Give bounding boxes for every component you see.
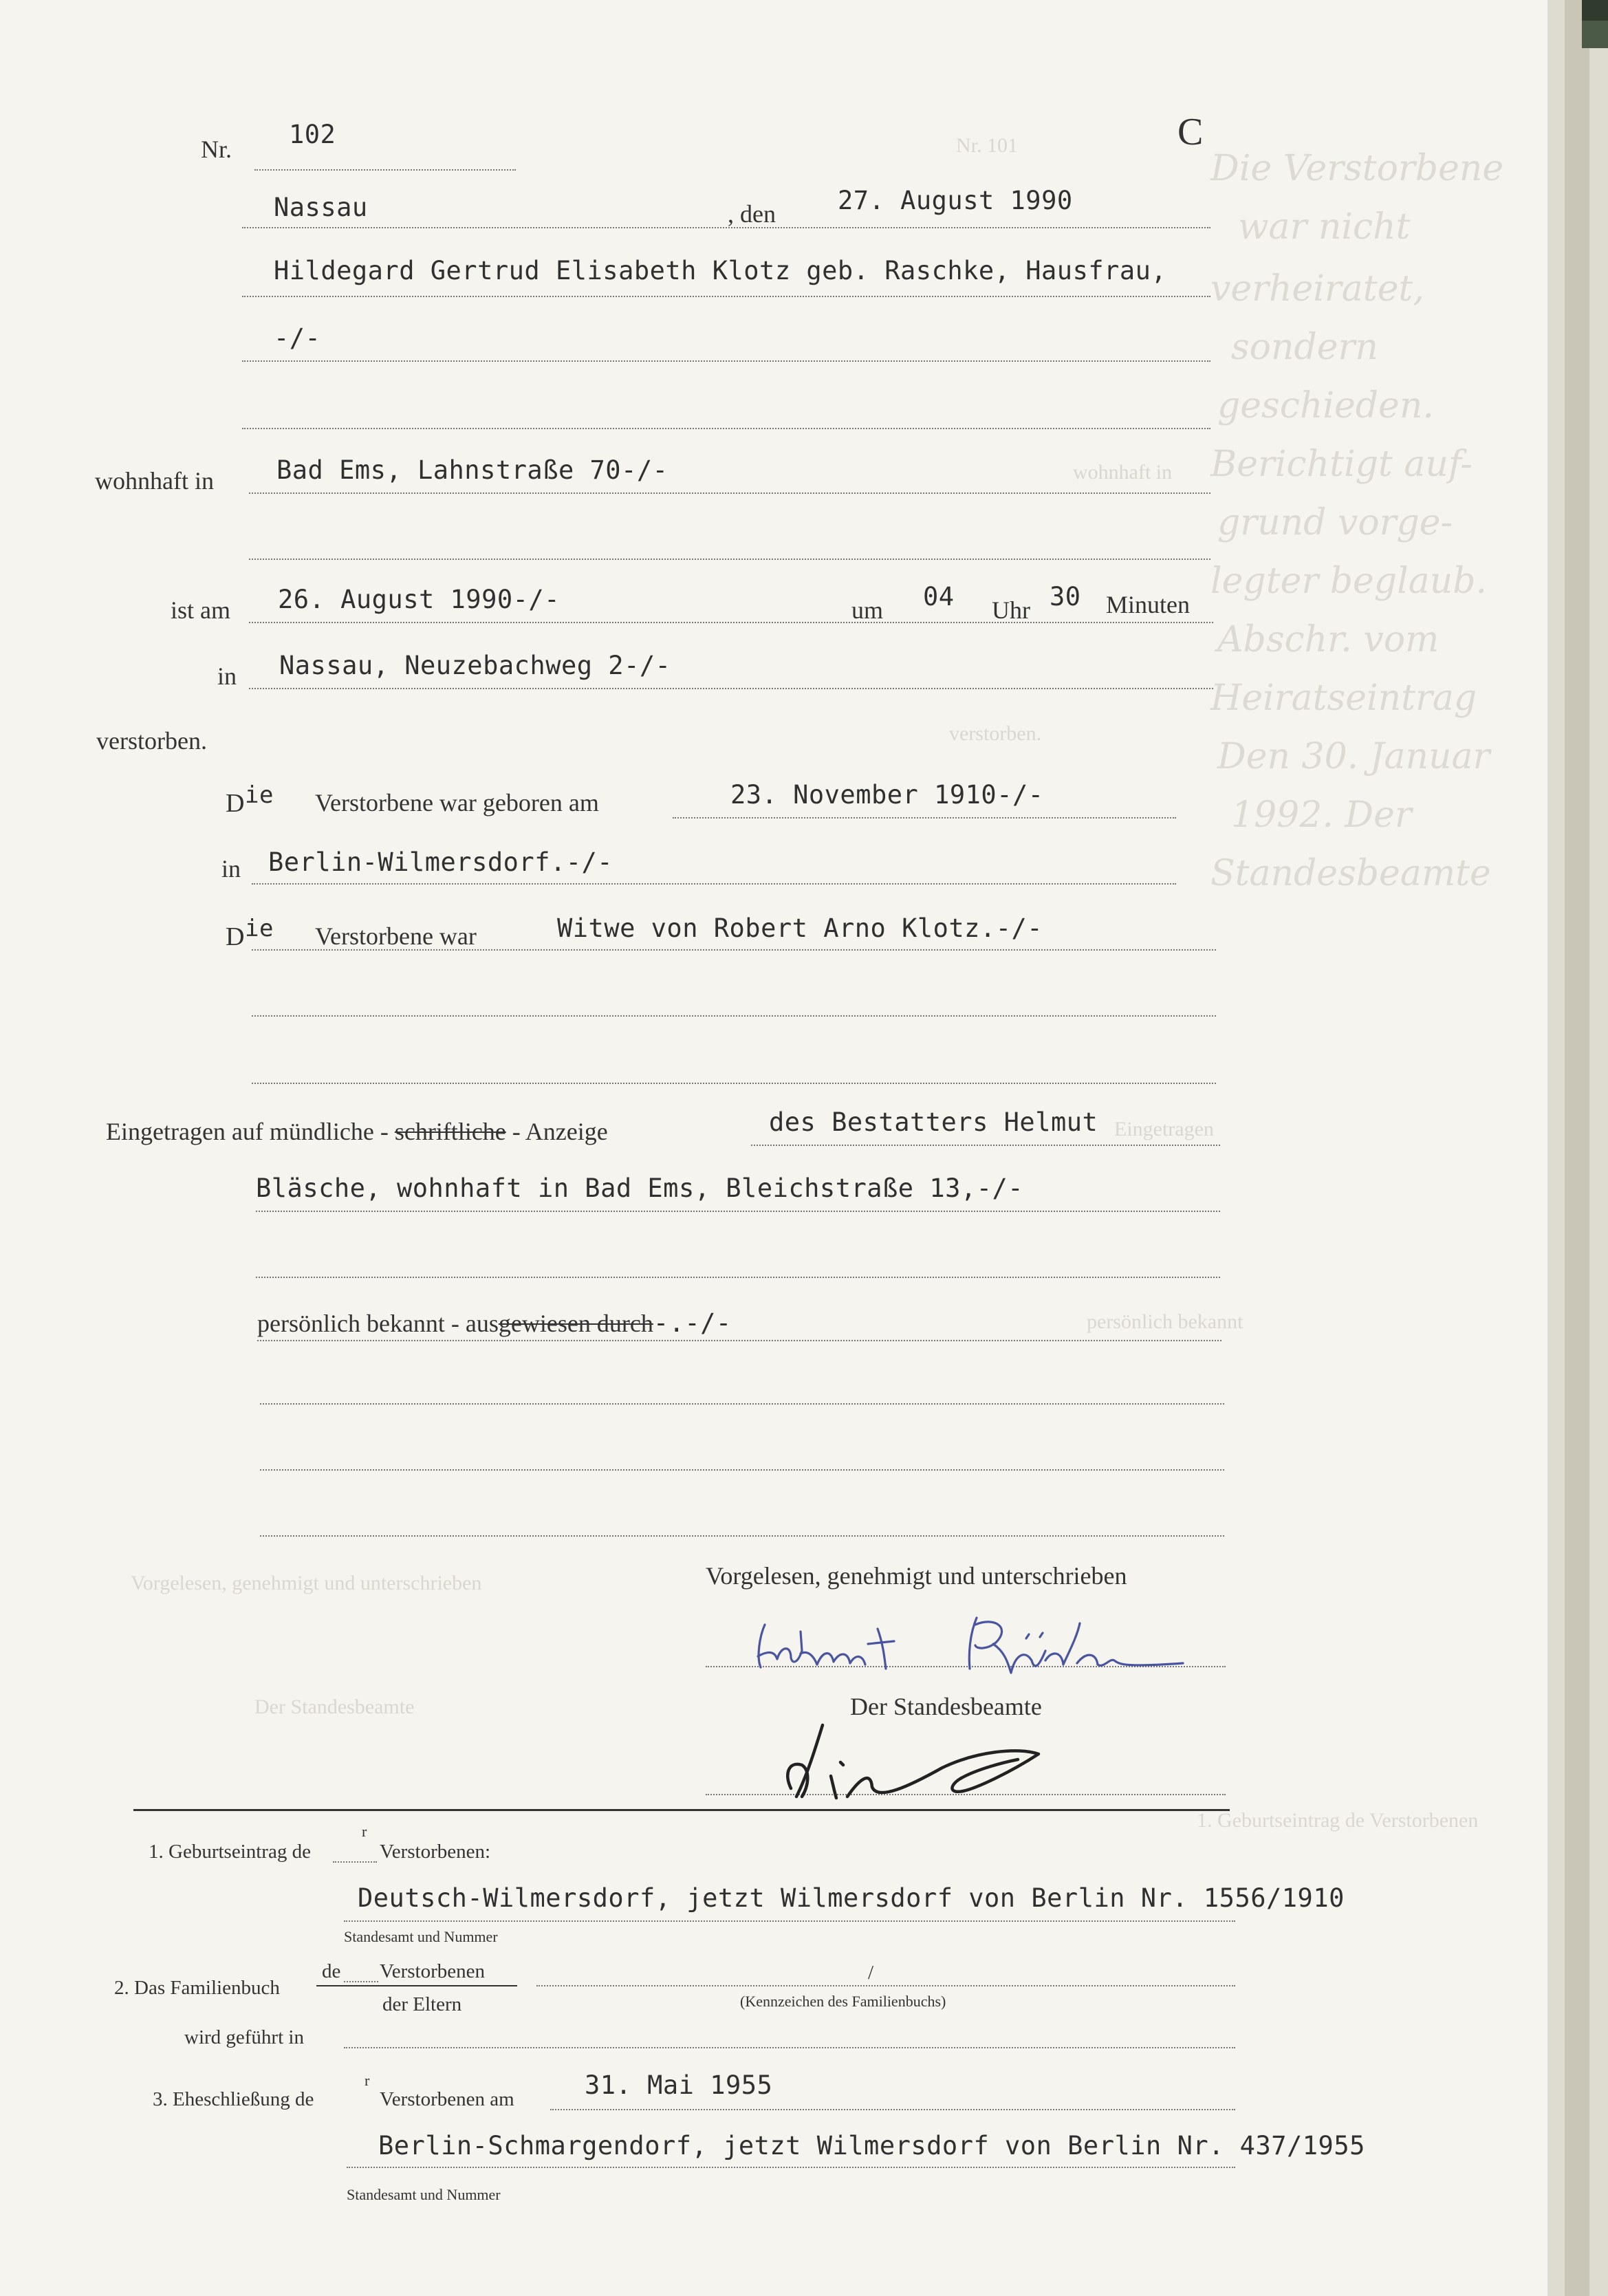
- informant-signature: [758, 1618, 1183, 1673]
- familienbuch-de: de: [322, 1960, 341, 1982]
- in-label: in: [217, 662, 237, 690]
- bleedthrough-handwriting: sondern: [1231, 327, 1378, 368]
- eingetragen-text: Eingetragen auf mündliche -: [106, 1118, 395, 1145]
- birth-register-entry: Deutsch-Wilmersdorf, jetzt Wilmersdorf von Berlin Nr. 1556/1910: [358, 1883, 1345, 1913]
- bleedthrough-handwriting: Standesbeamte: [1210, 853, 1491, 894]
- standesbeamte-label: Der Standesbeamte: [850, 1693, 1042, 1720]
- geburtseintrag-superscript: r: [362, 1823, 367, 1840]
- standesamt-caption: Standesamt und Nummer: [344, 1928, 498, 1945]
- registration-place: Nassau: [274, 193, 368, 222]
- familienbuch-eltern: der Eltern: [382, 1993, 462, 2015]
- bleedthrough-text: persönlich bekannt: [1087, 1310, 1243, 1333]
- bleedthrough-handwriting: Den 30. Januar: [1217, 736, 1490, 777]
- bleedthrough-handwriting: Die Verstorbene: [1210, 148, 1504, 189]
- minuten-label: Minuten: [1106, 591, 1190, 618]
- familienbuch-label: 2. Das Familienbuch: [114, 1977, 280, 1999]
- anzeige-text: - Anzeige: [506, 1118, 608, 1145]
- marriage-register-entry: Berlin-Schmargendorf, jetzt Wilmersdorf von Berlin Nr. 437/1955: [378, 2131, 1365, 2160]
- residence: Bad Ems, Lahnstraße 70-/-: [276, 455, 669, 485]
- gefuehrt-label: wird geführt in: [184, 2026, 304, 2048]
- bleedthrough-handwriting: Abschr. vom: [1217, 619, 1439, 660]
- informant-line2: Bläsche, wohnhaft in Bad Ems, Bleichstraße 13,-/-: [256, 1173, 1024, 1203]
- verstorben-label: verstorben.: [96, 727, 207, 755]
- bleedthrough-handwriting: geschieden.: [1217, 385, 1434, 426]
- bleedthrough-text: Eingetragen: [1114, 1118, 1214, 1140]
- birth-in-label: in: [221, 855, 241, 882]
- eheschliessung-superscript: r: [365, 2072, 370, 2089]
- death-minutes: 30: [1050, 582, 1081, 611]
- eheschliessung-label: 3. Eheschließung de: [153, 2088, 314, 2110]
- familienbuch-verstorbenen: Verstorbenen: [380, 1960, 486, 1982]
- bleedthrough-text: 1. Geburtseintrag de Verstorbenen: [1197, 1809, 1479, 1832]
- birth-place: Berlin-Wilmersdorf.-/-: [268, 847, 613, 877]
- bleedthrough-handwriting: 1992. Der: [1231, 794, 1412, 836]
- nr-value: 102: [289, 120, 336, 149]
- bleedthrough-handwriting: verheiratet,: [1210, 268, 1424, 310]
- bleedthrough-handwriting: grund vorge-: [1217, 502, 1453, 543]
- bekannt-text: persönlich bekannt - aus: [257, 1310, 499, 1337]
- registrar-signature: [787, 1725, 1039, 1798]
- registration-date: 27. August 1990: [838, 186, 1073, 215]
- death-hour: 04: [923, 582, 955, 611]
- bleedthrough-text: verstorben.: [949, 722, 1042, 745]
- geburtseintrag-suffix: Verstorbenen:: [380, 1841, 491, 1863]
- die-suffix: ie: [245, 915, 274, 942]
- die-prefix: D: [226, 789, 245, 818]
- struck-text: schriftliche: [394, 1118, 506, 1145]
- struck-text: gewiesen durch: [498, 1310, 653, 1337]
- bleedthrough-handwriting: legter beglaub.: [1210, 561, 1488, 602]
- death-date: 26. August 1990-/-: [278, 585, 560, 614]
- ist-am-label: ist am: [171, 596, 230, 624]
- kennzeichen-caption: (Kennzeichen des Familienbuchs): [740, 1993, 946, 2010]
- eheschliessung-suffix: Verstorbenen am: [380, 2088, 514, 2110]
- rule: [344, 1981, 378, 1982]
- status-label: Verstorbene war: [315, 922, 477, 950]
- wohnhaft-label: wohnhaft in: [95, 467, 214, 495]
- nr-label: Nr.: [201, 136, 232, 163]
- bleedthrough-text: Nr. 101: [956, 134, 1018, 157]
- rule: [536, 1985, 1235, 1986]
- form-letter: C: [1177, 111, 1204, 153]
- rule: [333, 1861, 377, 1863]
- um-label: um: [851, 596, 884, 624]
- rule: [344, 1920, 1235, 1922]
- marital-status: Witwe von Robert Arno Klotz.-/-: [557, 913, 1043, 943]
- rule: [347, 2167, 1235, 2168]
- marriage-date: 31. Mai 1955: [585, 2070, 773, 2100]
- bleedthrough-handwriting: Heiratseintrag: [1210, 678, 1477, 719]
- bleedthrough-text: wohnhaft in: [1073, 461, 1173, 484]
- deceased-line2: -/-: [274, 323, 321, 353]
- deceased-name: Hildegard Gertrud Elisabeth Klotz geb. Raschke, Hausfrau,: [274, 256, 1167, 285]
- footer-separator: [133, 1809, 1230, 1811]
- bleedthrough-text: Der Standesbeamte: [254, 1696, 415, 1718]
- birth-date: 23. November 1910-/-: [730, 780, 1044, 810]
- bleedthrough-handwriting: Berichtigt auf-: [1210, 444, 1473, 485]
- den-label: , den: [728, 200, 776, 228]
- geburtseintrag-label: 1. Geburtseintrag de: [149, 1841, 311, 1863]
- bekannt-suffix: -.-/-: [653, 1308, 732, 1338]
- fraction-line: [316, 1985, 517, 1986]
- born-label: Verstorbene war geboren am: [315, 789, 599, 816]
- die-prefix: D: [226, 922, 245, 951]
- vorgelesen-text: Vorgelesen, genehmigt und unterschrieben: [706, 1562, 1127, 1590]
- death-place: Nassau, Neuzebachweg 2-/-: [279, 651, 671, 680]
- bleedthrough-handwriting: war nicht: [1238, 206, 1411, 248]
- bleedthrough-text: Vorgelesen, genehmigt und unterschrieben: [131, 1572, 482, 1594]
- familienbuch-slash: /: [868, 1962, 874, 1984]
- rule: [550, 2109, 1235, 2110]
- rule: [344, 2047, 1235, 2048]
- uhr-label: Uhr: [992, 596, 1030, 624]
- informant-line1: des Bestatters Helmut: [769, 1107, 1098, 1137]
- standesamt-caption-2: Standesamt und Nummer: [347, 2186, 501, 2203]
- die-suffix: ie: [245, 781, 274, 809]
